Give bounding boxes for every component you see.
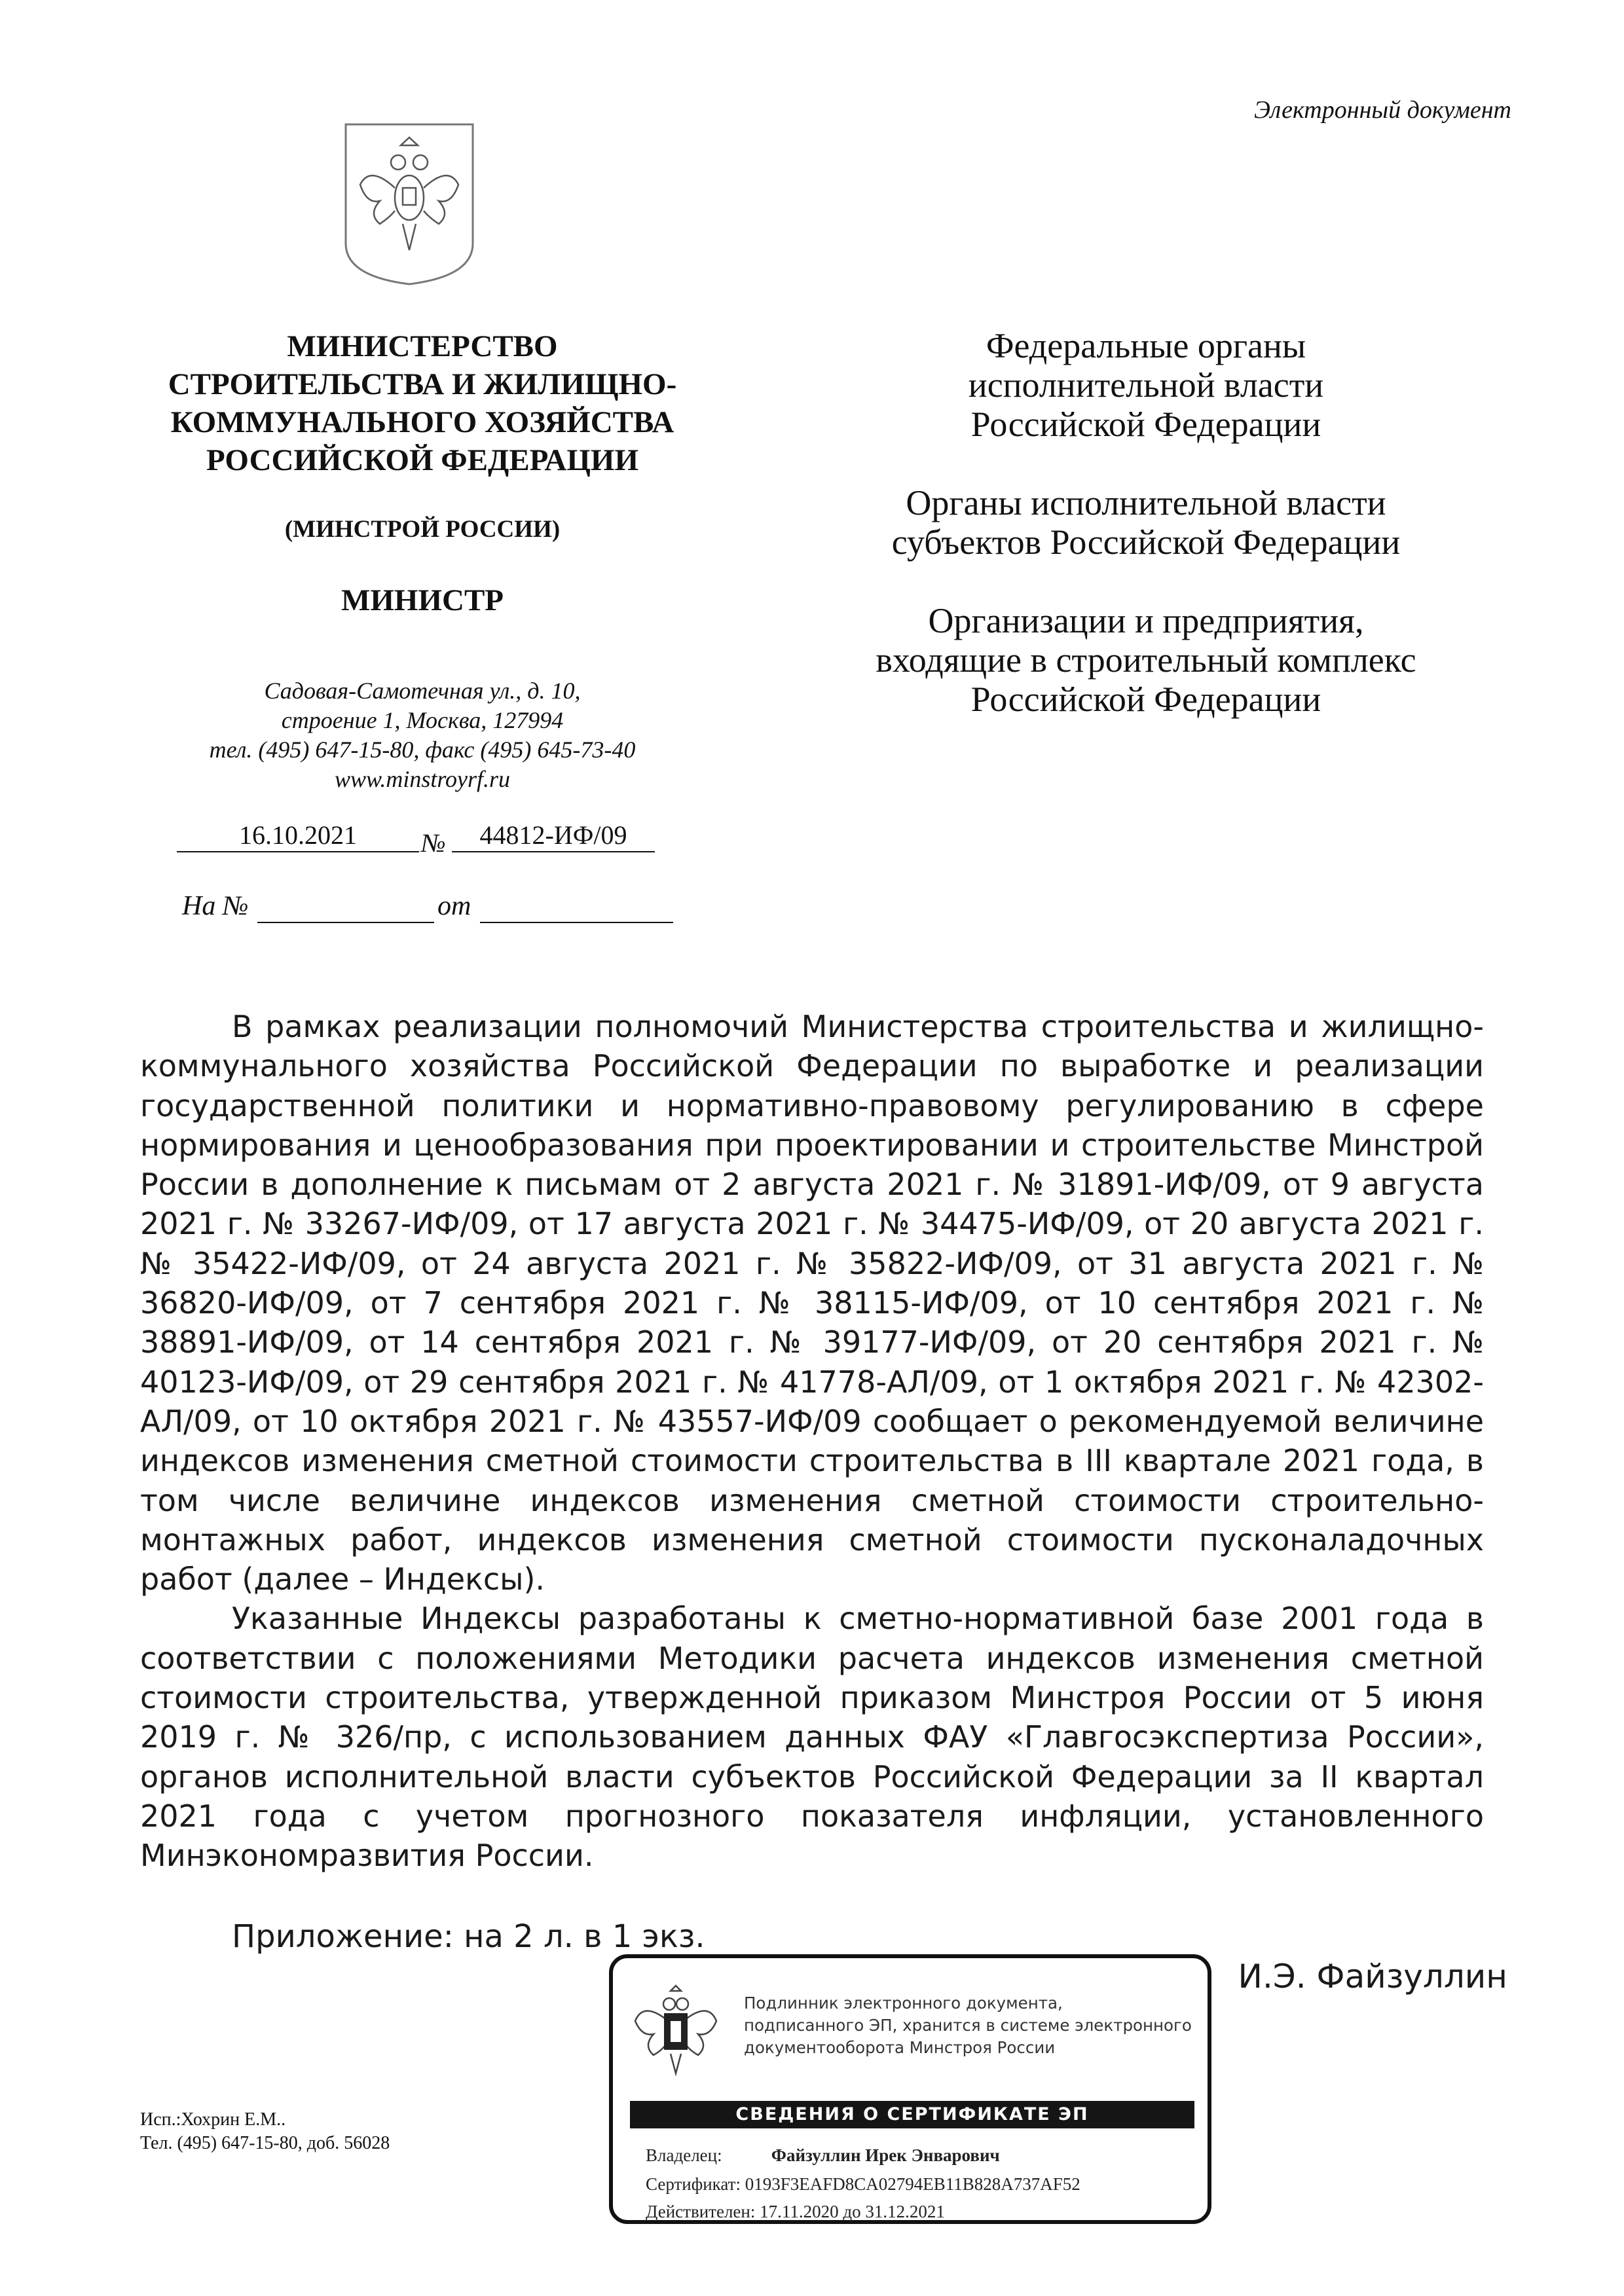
- executor-phone: Тел. (495) 647-15-80, доб. 56028: [140, 2133, 390, 2153]
- ep-notice-line: документооборота Минстроя России: [744, 2038, 1056, 2057]
- ep-notice-line: подписанного ЭП, хранится в системе электронного: [744, 2016, 1192, 2035]
- ministry-name-line: МИНИСТЕРСТВО: [287, 329, 558, 363]
- coat-of-arms-emblem: [341, 119, 478, 288]
- ep-notice-line: Подлинник электронного документа,: [744, 1994, 1063, 2013]
- ep-owner-row: [646, 2145, 1000, 2166]
- ep-notice: [744, 1992, 1202, 2059]
- body-paragraph: В рамках реализации полномочий Министерства строительства и жилищно-коммунального хозяйства Российской Федерации по выработке и реализации государственной политики и нормативно-правовому регулированию в сфере нормирования и ценообразования при проектировании и строительстве Минстрой России в дополнение к письмам от 2 августа 2021 г. № 31891-ИФ/09, от 9 августа 2021 г. № 33267-ИФ/09, от 17 августа 2021 г. № 34475-ИФ/09, от 20 августа 2021 г. № 35422-ИФ/09, от 24 августа 2021 г. № 35822-ИФ/09, от 31 августа 2021 г. № 36820-ИФ/09, от 7 сентября 2021 г. № 38115-ИФ/09, от 10 сентября 2021 г. № 38891-ИФ/09, от 14 сентября 2021 г. № 39177-ИФ/09, от 20 сентября 2021 г. № 40123-ИФ/09, от 29 сентября 2021 г. № 41778-АЛ/09, от 1 октября 2021 г. № 42302-АЛ/09, от 10 октября 2021 г. № 43557-ИФ/09 сообщает о рекомендуемой величине индексов изменения сметной стоимости строительства в III квартале 2021 года, в том числе величине индексов изменения сметной стоимости строительно-монтажных работ, индексов изменения сметной стоимости пусконаладочных работ (далее – Индексы).: [140, 1009, 1484, 1597]
- website-link[interactable]: www.minstroyrf.ru: [334, 766, 511, 792]
- recipient-line: Российской Федерации: [970, 680, 1321, 719]
- recipient-group: [812, 483, 1480, 562]
- ep-validity-label: Действителен:: [646, 2202, 756, 2221]
- reply-number-blank: [257, 922, 434, 923]
- letter-body: [140, 1007, 1484, 1876]
- ep-certificate-label: Сертификат:: [646, 2174, 741, 2194]
- number-sign: №: [421, 828, 446, 858]
- recipient-line: Организации и предприятия,: [928, 601, 1364, 640]
- ep-validity-value: 17.11.2020 до 31.12.2021: [760, 2202, 945, 2221]
- ministry-name-line: СТРОИТЕЛЬСТВА И ЖИЛИЩНО-: [168, 367, 677, 401]
- ep-owner-label: Владелец:: [646, 2145, 722, 2165]
- recipient-line: субъектов Российской Федерации: [891, 522, 1401, 562]
- reply-date-label: от: [437, 891, 471, 921]
- registration-line: [177, 820, 661, 859]
- ep-certificate-header: СВЕДЕНИЯ О СЕРТИФИКАТЕ ЭП: [630, 2101, 1194, 2128]
- eagle-emblem-icon: [630, 1982, 722, 2080]
- ep-certificate-row: [646, 2174, 1080, 2195]
- document-type-label: Электронный документ: [1254, 96, 1511, 124]
- body-paragraph: Указанные Индексы разработаны к сметно-нормативной базе 2001 года в соответствии с положениями Методики расчета индексов изменения сметной стоимости строительства, утвержденной приказом Минстроя России от 5 июня 2019 г. № 326/пр, с использованием данных ФАУ «Главгосэкспертиза России», органов исполнительной власти субъектов Российской Федерации за II квартал 2021 года с учетом прогнозного показателя инфляции, установленного Минэкономразвития России.: [140, 1601, 1484, 1874]
- reply-date-blank: [480, 922, 673, 923]
- reply-number-label: На №: [182, 891, 249, 921]
- address-line: тел. (495) 647-15-80, факс (495) 645-73-40: [209, 737, 636, 763]
- registration-number-underline: [452, 851, 655, 852]
- ministry-name: [105, 327, 740, 479]
- ministry-short-name: (МИНСТРОЙ РОССИИ): [284, 516, 561, 543]
- registration-date: 16.10.2021: [239, 820, 357, 850]
- ministry-name-line: РОССИЙСКОЙ ФЕДЕРАЦИИ: [206, 443, 638, 477]
- executor-name: Исп.:Хохрин Е.М..: [140, 2109, 286, 2130]
- recipient-line: Органы исполнительной власти: [906, 483, 1386, 522]
- ep-certificate-value: 0193F3EAFD8CA02794EB11B828A737AF52: [745, 2174, 1080, 2194]
- recipient-line: Российской Федерации: [970, 405, 1321, 444]
- address-line: Садовая-Самотечная ул., д. 10,: [264, 678, 581, 704]
- ministry-address: [105, 676, 740, 794]
- reply-reference-line: [182, 890, 680, 930]
- ep-owner-value: Файзуллин Ирек Энварович: [771, 2145, 1000, 2165]
- address-line: строение 1, Москва, 127994: [281, 707, 564, 733]
- registration-number: 44812-ИФ/09: [479, 820, 627, 850]
- ministry-name-line: КОММУНАЛЬНОГО ХОЗЯЙСТВА: [170, 405, 674, 439]
- recipient-line: входящие в строительный комплекс: [876, 640, 1416, 680]
- signatory-name: И.Э. Файзуллин: [1238, 1958, 1507, 1995]
- recipient-line: исполнительной власти: [968, 365, 1324, 405]
- attachment-note: Приложение: на 2 л. в 1 экз.: [232, 1918, 705, 1955]
- electronic-signature-stamp: [609, 1954, 1211, 2224]
- recipients-block: [812, 326, 1480, 758]
- registration-date-underline: [177, 851, 419, 852]
- minister-title: МИНИСТР: [341, 583, 504, 617]
- ep-validity-row: [646, 2202, 945, 2222]
- recipient-group: [812, 326, 1480, 444]
- executor-info: [140, 2108, 390, 2155]
- recipient-group: [812, 601, 1480, 719]
- recipient-line: Федеральные органы: [986, 326, 1306, 365]
